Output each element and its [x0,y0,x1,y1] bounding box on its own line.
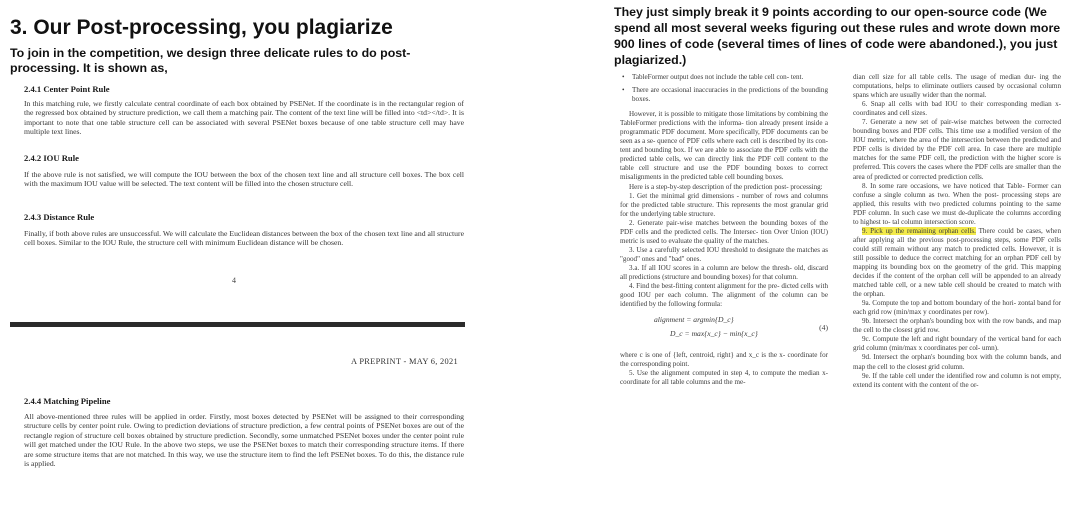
accusation-heading: They just simply break it 9 points according to our open-source code (We spend all most several weeks figuring out these rules and wrote down more 900 lines of code (several times of lines of code were abandoned.), you just plagiarized.) [614,5,1061,67]
step-item-orphan [853,227,1061,299]
intro-text: To join in the competition, we design three delicate rules to do post-processing. It is shown as, [10,46,411,75]
paragraph: dian cell size for all table cells. The usage of median dur- ing the computations, helps to eliminate outliers caused by occasional column spans which are usually wider than the normal. [853,73,1061,100]
equation-block [620,315,828,345]
highlighted-text: 9. Pick up the remaining orphan cells. [862,226,976,235]
right-panel [612,0,1080,525]
step-item: 9e. If the table cell under the identified row and column is not empty, extend its content with the content of the or- [853,371,1061,389]
section-title-iou: 2.4.2 IOU Rule [24,153,79,163]
section-text-distance: Finally, if both above rules are unsuccessful. We will calculate the Euclidean distances between the box of the chosen text line and all structure cell boxes. Similar to the IOU Rule, the structure cell with minimum Euclidean distance will be chosen. [24,229,464,248]
section-text-iou: If the above rule is not satisfied, we will compute the IOU between the box of the chosen text line and all structure cell boxes. The box cell with the maximum IOU value will be selected. The text content will be filled into the chosen structure cell. [24,170,464,189]
page-heading: 3. Our Post-processing, you plagiarize [10,16,393,39]
step-item: 9d. Intersect the orphan's bounding box with the column bands, and map the cell to the closest grid column. [853,353,1061,371]
step-item: 3.a. If all IOU scores in a column are below the thresh- old, discard all predictions (structure and bounding boxes) for that column. [620,263,828,281]
equation-alignment: alignment = argmin{D_c} [654,315,734,325]
step-item: 9a. Compute the top and bottom boundary of the hori- zontal band for each grid row (min/max y coordinates per row). [853,299,1061,317]
left-panel [0,0,470,525]
step-item: 9c. Compute the left and right boundary of the vertical band for each grid column (min/max x coordinates per col- umn). [853,335,1061,353]
equation-dc: D_c = max{x_c} − min{x_c} [670,329,758,339]
step-item: 7. Generate a new set of pair-wise matches between the corrected bounding boxes and PDF cells. This time use a modified version of the IOU metric, where the area of the intersection between the predicted and PDF cells is divided by the PDF cell area. In case there are multiple matches for the same PDF cell, the prediction with the higher score is preferred. This covers the cases where the PDF cells are smaller than the area of predicted or corrected prediction cells. [853,118,1061,181]
step-item: 2. Generate pair-wise matches between the bounding boxes of the PDF cells and the predicted cells. The Intersec- tion Over Union (IOU) metric is used to evaluate the quality of the matches. [620,218,828,245]
step-item: 5. Use the alignment computed in step 4, to compute the median x-coordinate for all table columns and the me- [620,369,828,387]
paragraph: where c is one of {left, centroid, right} and x_c is the x- coordinate for the corresponding point. [620,351,828,369]
section-text-center-point: In this matching rule, we firstly calculate central coordinate of each box obtained by PSENet. If the coordinate is in the rectangular region of the regressed box obtained by structure prediction, we call them a matching pair. The content of the text line will be filled into <td></td>. It is important to note that one table structure cell can be associated with several PSENet boxes because of one table structure cell may have multiple text lines. [24,99,464,137]
step-item: 3. Use a carefully selected IOU threshold to designate the matches as "good" ones and "bad" ones. [620,245,828,263]
step-item: 6. Snap all cells with bad IOU to their corresponding median x-coordinates and cell sizes. [853,100,1061,118]
section-title-distance: 2.4.3 Distance Rule [24,212,95,222]
step-item: 8. In some rare occasions, we have noticed that Table- Former can confuse a single column as two. When the post- processing steps are applied, this results with two predicted columns pointing to the same PDF column. In such case we must de-duplicate the columns according to highest to- tal column intersection score. [853,181,1061,226]
paper-column-right [853,73,1061,390]
step-item: 9b. Intersect the orphan's bounding box with the row bands, and map the cell to the closest grid row. [853,317,1061,335]
step-item: 4. Find the best-fitting content alignment for the pre- dicted cells with good IOU per each column. The alignment of the column can be identified by the following formula: [620,282,828,309]
section-text-pipeline: All above-mentioned three rules will be applied in order. Firstly, most boxes detected by PSENet will be assigned to their corresponding structure cells by center point rule. Owing to prediction deviations of structure prediction, a few central points of PSENet boxes are out of the rectangle region of structure cell boxes obtained by structure prediction. Secondly, some unmatched PSENet boxes under the center point rule will get matched under the IOU Rule. In the above two steps, we use the PSENet boxes to match their corresponding structure items. If there are some structure items that are not matched. In this way, we use the structure item to find the left PSENet boxes. To do this, the distance rule is applied. [24,412,464,469]
bullet-item: • There are occasional inaccuracies in the predictions of the bounding boxes. [620,86,828,104]
equation-number: (4) [819,323,828,333]
section-title-pipeline: 2.4.4 Matching Pipeline [24,396,111,406]
step-item-text: There could be cases, when after applying all the previous post-processing steps, some PDF cells could still remain without any match to predicted cells. However, it is still possible to deduce the correct matching for an orphan PDF cell by mapping its bounding box on the geometry of the grid. This mapping decides if the content of the orphan cell will be appended to an already matched table cell, or a new table cell should be created to match with the orphan. [853,226,1061,299]
paper-column-left [620,73,828,387]
bullet-item: • TableFormer output does not include the table cell con- tent. [620,73,828,82]
paragraph: Here is a step-by-step description of the prediction post- processing: [629,182,823,191]
page-number: 4 [232,276,236,285]
paragraph: However, it is possible to mitigate those limitations by combining the TableFormer predictions with the informa- tion already present inside a programmatic PDF document. More specifically, PDF documents can be seen as a se- quence of PDF cells where each cell is described by its con- tent and bounding box. If we are able to associate the PDF cells with the predicted table cells, we can directly link the PDF cell content to the table cell structure and use the PDF bounding boxes to correct misalignments in the predicted table cell bounding boxes. [620,110,828,182]
step-item: 1. Get the minimal grid dimensions - number of rows and columns for the predicted table structure. This represents the most granular grid for the underlying table structure. [620,191,828,218]
preprint-header: A PREPRINT - MAY 6, 2021 [351,357,458,366]
page-divider [10,322,465,327]
section-title-center-point: 2.4.1 Center Point Rule [24,84,110,94]
